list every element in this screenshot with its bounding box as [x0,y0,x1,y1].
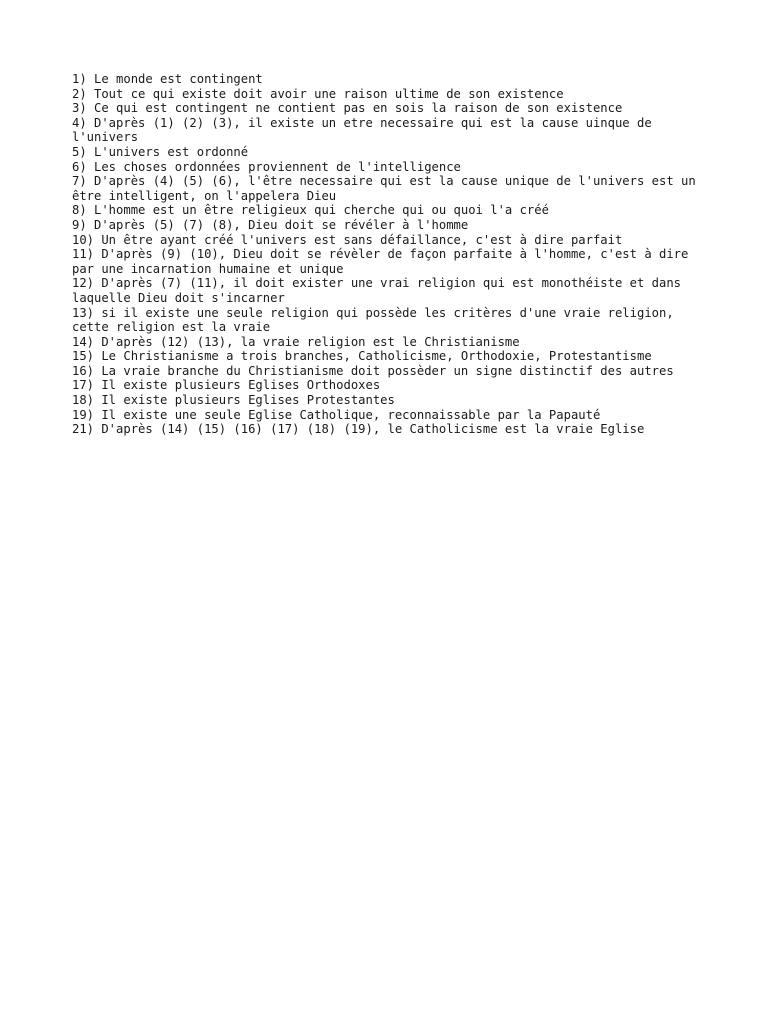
text-line-21: 21) D'après (14) (15) (16) (17) (18) (19), le Catholicisme est la vraie Eglise [72,422,645,437]
text-line-8: 8) L'homme est un être religieux qui cherche qui ou quoi l'a créé [72,203,549,218]
text-line-16: 16) La vraie branche du Christianisme doit possèder un signe distinctif des autres [72,363,674,378]
text-line-15: 15) Le Christianisme a trois branches, Catholicisme, Orthodoxie, Protestantisme [72,349,652,364]
text-line-19: 19) Il existe une seule Eglise Catholique, reconnaissable par la Papauté [72,407,601,422]
text-line-11: 11) D'après (9) (10), Dieu doit se révèler de façon parfaite à l'homme, c'est à dire par une incarnation humaine et unique [72,247,696,276]
text-line-10: 10) Un être ayant créé l'univers est sans défaillance, c'est à dire parfait [72,232,623,247]
text-line-13: 13) si il existe une seule religion qui possède les critères d'une vraie religion, cette religion est la vraie [72,305,682,335]
text-line-14: 14) D'après (12) (13), la vraie religion est le Christianisme [72,334,520,349]
text-line-2: 2) Tout ce qui existe doit avoir une raison ultime de son existence [72,86,564,101]
text-line-5: 5) L'univers est ordonné [72,144,249,159]
document-page [72,72,712,437]
text-line-4: 4) D'après (1) (2) (3), il existe un etre necessaire qui est la cause uinque de l'univers [72,115,660,145]
text-line-6: 6) Les choses ordonnées proviennent de l'intelligence [72,159,461,174]
text-line-17: 17) Il existe plusieurs Eglises Orthodoxes [72,378,381,393]
text-line-18: 18) Il existe plusieurs Eglises Protestantes [72,393,395,408]
text-line-3: 3) Ce qui est contingent ne contient pas en sois la raison de son existence [72,101,623,116]
text-line-1: 1) Le monde est contingent [72,72,263,86]
text-line-9: 9) D'après (5) (7) (8), Dieu doit se révéler à l'homme [72,217,469,232]
text-line-7: 7) D'après (4) (5) (6), l'être necessaire qui est la cause unique de l'univers est un être intelligent, on l'appelera Dieu [72,174,704,203]
text-line-12: 12) D'après (7) (11), il doit exister une vrai religion qui est monothéiste et dans laquelle Dieu doit s'incarner [72,276,689,305]
